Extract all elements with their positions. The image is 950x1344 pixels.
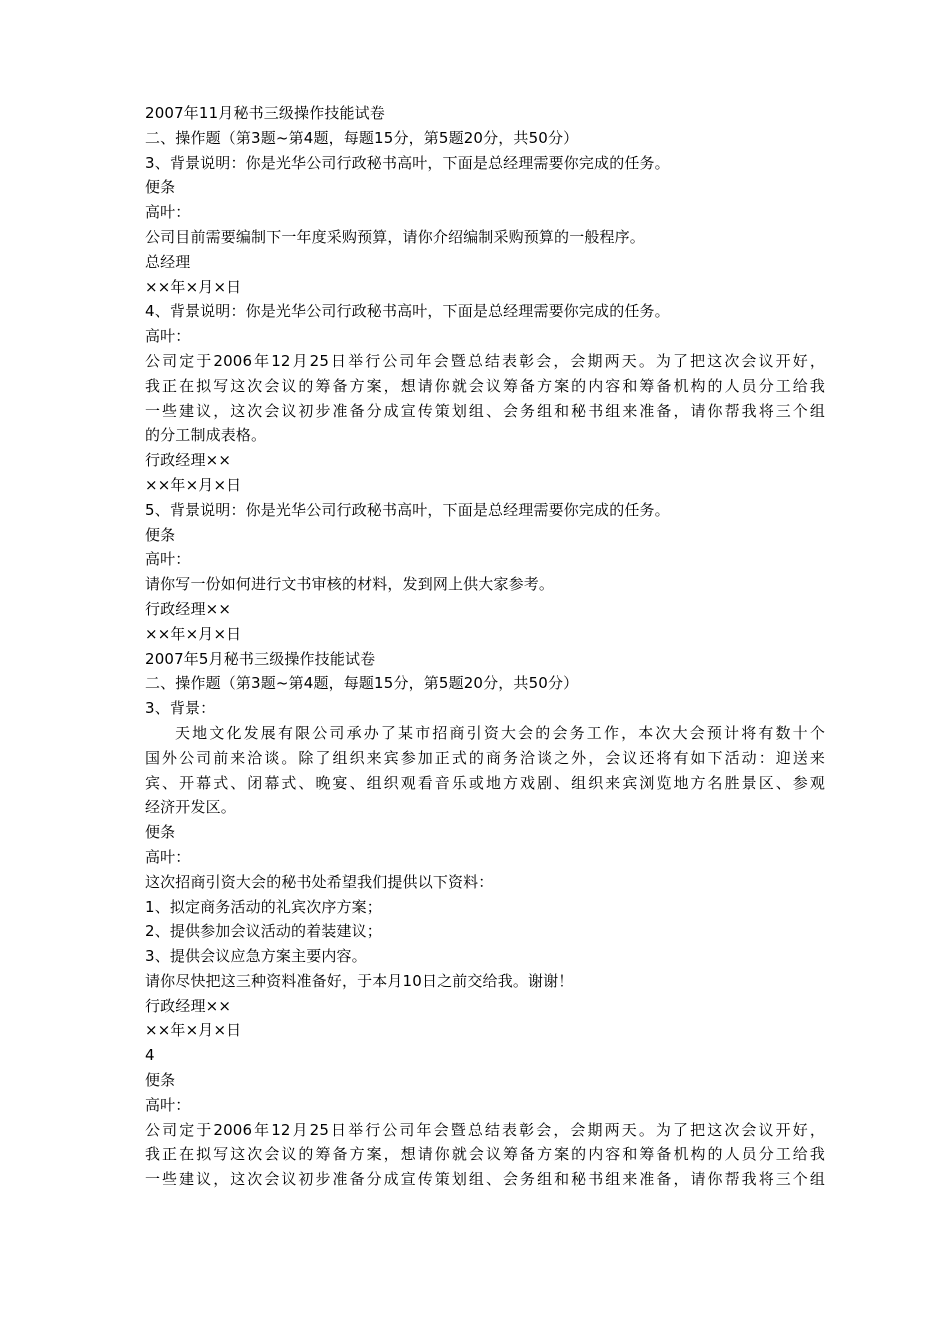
paragraph-line: 公司定于2006年12月25日举行公司年会暨总结表彰会，会期两天。为了把这次会议开好，	[145, 1120, 825, 1139]
memo-label: 便条	[145, 178, 176, 197]
paragraph-line: 经济开发区。	[145, 798, 236, 817]
memo-date: ××年×月×日	[145, 277, 242, 296]
background-paragraph	[145, 721, 825, 820]
memo-date: ××年×月×日	[145, 475, 242, 494]
memo-sender: 行政经理××	[145, 599, 232, 618]
question-5-background: 5、背景说明：你是光华公司行政秘书高叶，下面是总经理需要你完成的任务。	[145, 500, 670, 519]
memo-date: ××年×月×日	[145, 1021, 242, 1040]
list-item: 3、提供会议应急方案主要内容。	[145, 947, 367, 966]
memo-recipient: 高叶：	[145, 327, 191, 346]
memo-recipient: 高叶：	[145, 203, 191, 222]
question-number: 4	[145, 1046, 155, 1065]
document-page	[145, 101, 825, 1192]
paragraph-line: 我正在拟写这次会议的筹备方案，想请你就会议筹备方案的内容和筹备机构的人员分工给我	[145, 1145, 825, 1164]
list-item: 2、提供参加会议活动的着装建议；	[145, 922, 382, 941]
memo-date: ××年×月×日	[145, 624, 242, 643]
memo-body: 请你尽快把这三种资料准备好，于本月10日之前交给我。谢谢！	[145, 971, 574, 990]
paragraph-line: 的分工制成表格。	[145, 426, 267, 445]
memo-recipient: 高叶：	[145, 1095, 191, 1114]
memo-label: 便条	[145, 823, 176, 842]
memo-body: 公司目前需要编制下一年度采购预算，请你介绍编制采购预算的一般程序。	[145, 227, 645, 246]
list-item: 1、拟定商务活动的礼宾次序方案；	[145, 897, 382, 916]
question-4-background: 4、背景说明：你是光华公司行政秘书高叶，下面是总经理需要你完成的任务。	[145, 302, 670, 321]
paragraph-line: 天地文化发展有限公司承办了某市招商引资大会的会务工作，本次大会预计将有数十个	[175, 723, 825, 742]
memo-paragraph	[145, 1118, 825, 1192]
paragraph-line: 宾、开幕式、闭幕式、晚宴、组织观看音乐或地方戏剧、组织来宾浏览地方名胜景区、参观	[145, 773, 825, 792]
doc-title: 2007年11月秘书三级操作技能试卷	[145, 104, 385, 122]
paragraph-line: 一些建议，这次会议初步准备分成宣传策划组、会务组和秘书组来准备，请你帮我将三个组	[145, 401, 825, 420]
memo-label: 便条	[145, 1071, 176, 1090]
memo-recipient: 高叶：	[145, 550, 191, 569]
doc-title: 2007年5月秘书三级操作技能试卷	[145, 649, 376, 668]
paragraph-line: 国外公司前来洽谈。除了组织来宾参加正式的商务洽谈之外，会议还将有如下活动：迎送来	[145, 748, 825, 767]
memo-body: 这次招商引资大会的秘书处希望我们提供以下资料：	[145, 872, 494, 891]
paragraph-line: 公司定于2006年12月25日举行公司年会暨总结表彰会，会期两天。为了把这次会议开好，	[145, 351, 825, 370]
memo-sender: 行政经理××	[145, 996, 232, 1015]
paragraph-line: 一些建议，这次会议初步准备分成宣传策划组、会务组和秘书组来准备，请你帮我将三个组	[145, 1170, 825, 1189]
paragraph-line: 我正在拟写这次会议的筹备方案，想请你就会议筹备方案的内容和筹备机构的人员分工给我	[145, 376, 825, 395]
memo-paragraph	[145, 349, 825, 448]
question-3-background: 3、背景说明：你是光华公司行政秘书高叶，下面是总经理需要你完成的任务。	[145, 153, 670, 172]
memo-recipient: 高叶：	[145, 847, 191, 866]
section-heading: 二、操作题（第3题~第4题，每题15分，第5题20分，共50分）	[145, 128, 579, 147]
memo-body: 请你写一份如何进行文书审核的材料，发到网上供大家参考。	[145, 575, 555, 594]
memo-label: 便条	[145, 525, 176, 544]
question-3-background: 3、背景：	[145, 699, 216, 718]
section-heading: 二、操作题（第3题~第4题，每题15分，第5题20分，共50分）	[145, 674, 579, 693]
memo-sender: 行政经理××	[145, 451, 232, 470]
memo-sender: 总经理	[145, 252, 191, 271]
